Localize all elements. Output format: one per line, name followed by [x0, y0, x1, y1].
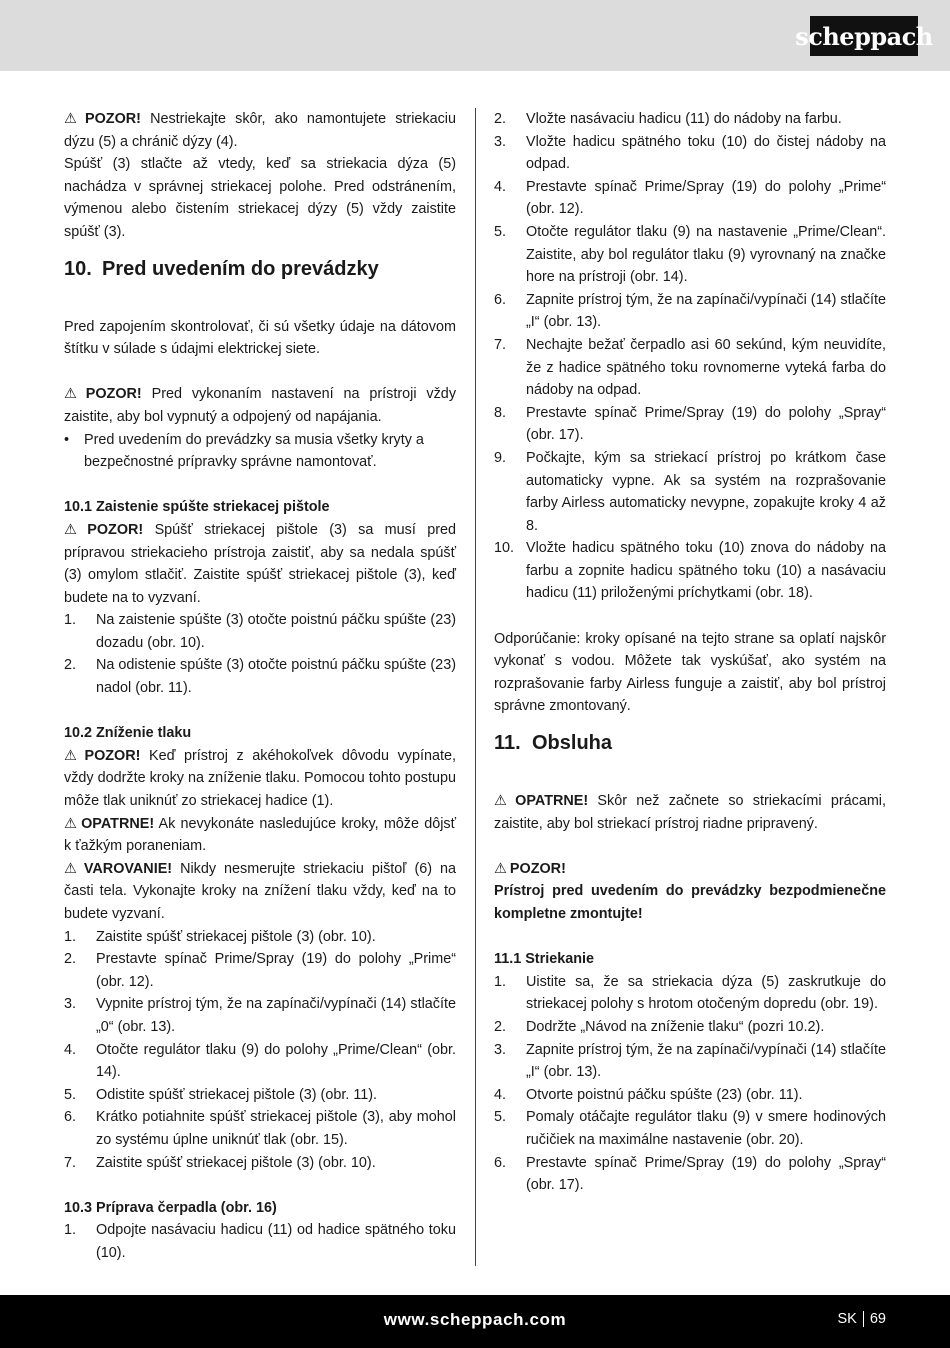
warning-triangle-icon: ⚠: [64, 860, 81, 877]
section-11-1-heading: 11.1 Striekanie: [494, 951, 595, 968]
section-10-2-warning-1: ⚠ POZOR! Keď prístroj z akéhokoľvek dôvodu vypínate, vždy dodržte kroky na zníženie tlaku. Pomocou tohto postupu môže tlak uniknúť zo striekacej hadice (1).: [64, 747, 457, 810]
section-10-2-warning-2: ⚠ OPATRNE! Ak nevykonáte nasledujúce kroky, môže dôjsť k ťažkým poraneniam.: [64, 815, 456, 855]
list-item: 4. Otvorte poistnú páčku spúšte (23) (obr. 11).: [494, 1086, 803, 1103]
list-item: 8. Prestavte spínač Prime/Spray (19) do polohy „Spray“ (obr. 17).: [494, 404, 886, 444]
column-divider: [475, 108, 476, 1266]
list-item: 10. Vložte hadicu spätného toku (10) znova do nádoby na farbu a zopnite hadicu spätného toku (10) a nasávaciu hadicu (11) priloženými príchytkami (obr. 18).: [494, 540, 886, 602]
footer-separator: [863, 1311, 864, 1327]
list-item: 6. Prestavte spínač Prime/Spray (19) do polohy „Spray“ (obr. 17).: [494, 1154, 886, 1194]
brand-logo: scheppach: [810, 16, 918, 56]
list-item: 5. Otočte regulátor tlaku (9) na nastavenie „Prime/Clean“. Zaistite, aby bol regulátor tlaku (9) vyrovnaný na značke hore na prístroji (obr. 14).: [494, 223, 886, 286]
list-item: 3. Zapnite prístroj tým, že na zapínači/vypínači (14) stlačíte „I“ (obr. 13).: [494, 1041, 886, 1081]
page-number-value: 69: [869, 1311, 886, 1327]
section-10-1-heading: 10.1 Zaistenie spúšte striekacej pištole: [64, 499, 330, 516]
list-item: 3. Vypnite prístroj tým, že na zapínači/vypínači (14) stlačíte „0“ (obr. 13).: [64, 996, 456, 1035]
section-10-1-steps: [64, 609, 456, 699]
section-10-2-warning-3: ⚠ VAROVANIE! Nikdy nesmerujte striekaciu pištoľ (6) na časti tela. Vykonajte kroky na znížení tlaku vždy, keď na to budete vyzvaní.: [64, 860, 457, 922]
section-11-1-steps: [494, 971, 886, 1197]
section-10-text: Pred zapojením skontrolovať, či sú všetky údaje na dátovom štítku v súlade s údajmi elektrickej siete.: [64, 318, 456, 358]
list-item: 1. Zaistite spúšť striekacej pištole (3) (obr. 10).: [64, 928, 376, 945]
section-10-3-steps-continued: [494, 108, 886, 605]
section-11-warning: ⚠ OPATRNE! Skôr než začnete so striekacími prácami, zaistite, aby bol striekací prístroj riadne pripravený.: [494, 793, 886, 832]
list-item: 6. Zapnite prístroj tým, že na zapínači/vypínači (14) stlačíte „I“ (obr. 13).: [494, 291, 886, 331]
section-10-warning: ⚠ POZOR! Pred vykonaním nastavení na prístroji vždy zaistite, aby bol vypnutý a odpojený od napájania.: [64, 386, 457, 425]
list-item: 2. Vložte nasávaciu hadicu (11) do nádoby na farbu.: [494, 111, 842, 127]
section-10-heading: 10. Pred uvedením do prevádzky: [64, 257, 379, 280]
page-number: [838, 1295, 886, 1344]
list-item: 7. Zaistite spúšť striekacej pištole (3) (obr. 10).: [64, 1154, 376, 1171]
list-item: 5. Odistite spúšť striekacej pištole (3) (obr. 11).: [64, 1086, 378, 1103]
list-item: 6. Krátko potiahnite spúšť striekacej pištole (3), aby mohol zo systému úplne uniknúť tlak (obr. 15).: [64, 1109, 456, 1148]
list-item: 2. Dodržte „Návod na zníženie tlaku“ (pozri 10.2).: [494, 1018, 825, 1035]
left-column: [64, 108, 456, 1265]
recommendation-text: Odporúčanie: kroky opísané na tejto strane sa oplatí najskôr vykonať s vodou. Môžete tak vyskúšať, ako systém na rozprašovanie farby Airless funguje a zaistiť, aby bol prístroj správne zmontovaný.: [494, 630, 886, 715]
list-item: 5. Pomaly otáčajte regulátor tlaku (9) v smere hodinových ručičiek na maximálne nastavenie (obr. 20).: [494, 1109, 886, 1148]
warning-triangle-icon: ⚠: [64, 386, 83, 403]
list-item: • Pred uvedením do prevádzky sa musia všetky kryty a bezpečnostné prípravky správne namontovať.: [64, 429, 456, 474]
list-item: 1. Na zaistenie spúšte (3) otočte poistnú páčku spúšte (23) dozadu (obr. 10).: [64, 612, 456, 651]
section-10-2-steps: [64, 926, 456, 1175]
section-10-bullets: [64, 429, 456, 474]
section-11-heading: 11. Obsluha: [494, 732, 613, 755]
language-code: SK: [837, 1311, 857, 1327]
intro-warning: ⚠ POZOR! Nestriekajte skôr, ako namontujete striekaciu dýzu (5) a chránič dýzy (4).: [64, 111, 456, 150]
list-item: 4. Otočte regulátor tlaku (9) do polohy „Prime/Clean“ (obr. 14).: [64, 1041, 456, 1081]
list-item: 3. Vložte hadicu spätného toku (10) do čistej nádoby na odpad.: [494, 133, 886, 173]
list-item: 4. Prestavte spínač Prime/Spray (19) do polohy „Prime“ (obr. 12).: [494, 178, 886, 218]
section-10-3-heading: 10.3 Príprava čerpadla (obr. 16): [64, 1199, 277, 1216]
list-item: 1. Uistite sa, že sa striekacia dýza (5) zaskrutkuje do striekacej polohy s hrotom otočeným dopredu (obr. 19).: [494, 973, 886, 1013]
section-10-3-steps: [64, 1219, 456, 1264]
list-item: 2. Na odistenie spúšte (3) otočte poistnú páčku spúšte (23) nadol (obr. 11).: [64, 657, 456, 697]
right-column: [494, 108, 886, 1197]
warning-triangle-icon: ⚠: [494, 860, 507, 877]
list-item: 7. Nechajte bežať čerpadlo asi 60 sekúnd, kým neuvidíte, že z hadice spätného toku rovnomerne vyteká farba do nádoby na odpad.: [494, 336, 886, 399]
warning-triangle-icon: ⚠: [64, 747, 82, 764]
footer-website-link[interactable]: www.scheppach.com: [383, 1310, 567, 1329]
list-item: 2. Prestavte spínač Prime/Spray (19) do polohy „Prime“ (obr. 12).: [64, 951, 456, 990]
warning-triangle-icon: ⚠: [494, 793, 513, 810]
section-11-warning-2-text: Prístroj pred uvedením do prevádzky bezpodmienečne kompletne zmontujte!: [494, 883, 886, 922]
bullet-icon: •: [64, 431, 70, 448]
warning-triangle-icon: ⚠: [64, 111, 82, 127]
section-10-1-warning: ⚠ POZOR! Spúšť striekacej pištole (3) sa musí pred prípravou striekacieho prístroja zaistiť, aby sa nedala spúšť (3) omylom stlačiť. Zaistite spúšť striekacej pištole (3), keď budete na to vyzvaní.: [64, 521, 457, 606]
section-10-2-heading: 10.2 Zníženie tlaku: [64, 725, 192, 742]
warning-triangle-icon: ⚠: [64, 521, 85, 538]
list-item: 9. Počkajte, kým sa striekací prístroj po krátkom čase automaticky vypne. Ak sa systém na rozprašovanie farby Airless automaticky nevypne, zopakujte kroky 4 až 8.: [494, 449, 886, 534]
warning-triangle-icon: ⚠: [64, 815, 79, 832]
page-footer: [0, 1295, 950, 1348]
intro-text: Spúšť (3) stlačte až vtedy, keď sa striekacia dýza (5) nachádza v správnej striekacej polohe. Pred odstránením, výmenou alebo čistením striekacej dýzy (5) vždy zaistite spúšť (3).: [64, 156, 456, 240]
list-item: 1. Odpojte nasávaciu hadicu (11) od hadice spätného toku (10).: [64, 1222, 456, 1261]
section-11-warning-2-label: ⚠ POZOR!: [494, 860, 566, 877]
